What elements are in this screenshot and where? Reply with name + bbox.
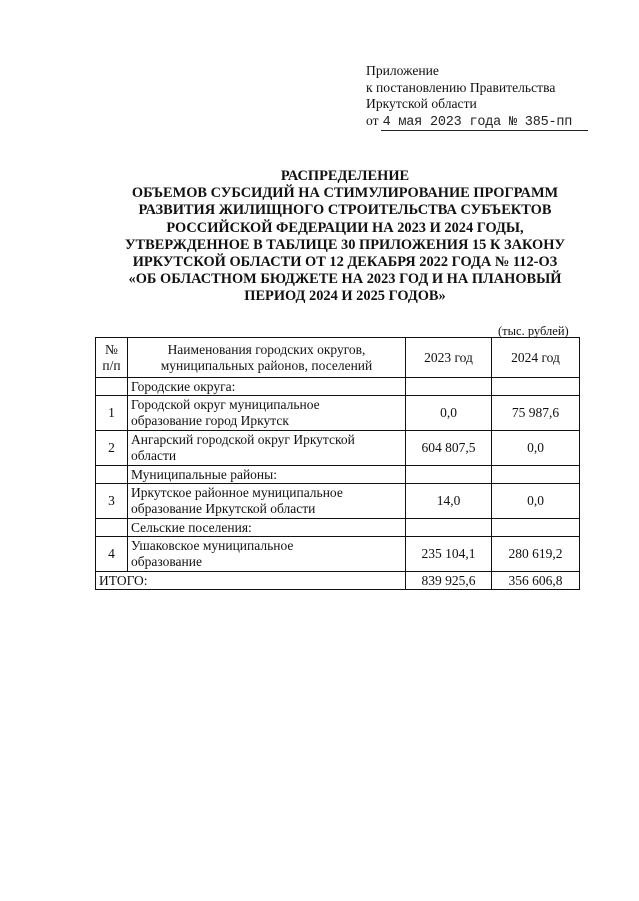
row-value-2023: 604 807,5	[406, 431, 492, 466]
row-value-2024: 280 619,2	[492, 537, 580, 572]
table-row	[96, 537, 580, 572]
units-note: (тыс. рублей)	[498, 324, 569, 338]
row-number: 2	[96, 431, 128, 466]
row-name: Ангарский городской округ Иркутской области	[128, 431, 406, 466]
row-number: 3	[96, 484, 128, 519]
title-line: ИРКУТСКОЙ ОБЛАСТИ ОТ 12 ДЕКАБРЯ 2022 ГОДА № 112-ОЗ	[132, 254, 558, 271]
title-line: «ОБ ОБЛАСТНОМ БЮДЖЕТЕ НА 2023 ГОД И НА ПЛАНОВЫЙ	[128, 271, 562, 288]
appendix-line-1: Приложение	[366, 63, 439, 78]
group-empty-cell	[492, 519, 580, 537]
header-year-2024: 2024 год	[492, 338, 580, 378]
header-name: Наименования городских округов, муниципальных районов, поселений	[128, 338, 406, 378]
document-title	[100, 168, 590, 306]
appendix-from-prefix: от	[366, 112, 379, 128]
group-label: Муниципальные районы:	[128, 466, 406, 484]
header-year-2023: 2023 год	[406, 338, 492, 378]
table-total-row	[96, 572, 580, 590]
group-label: Городские округа:	[128, 378, 406, 396]
row-name: Иркутское районное муниципальное образование Иркутской области	[128, 484, 406, 519]
group-empty-cell	[406, 466, 492, 484]
table-header-row	[96, 338, 580, 378]
title-line: ПЕРИОД 2024 И 2025 ГОДОВ»	[244, 288, 446, 305]
group-empty-cell	[492, 378, 580, 396]
total-label: ИТОГО:	[96, 572, 406, 590]
row-value-2024: 0,0	[492, 484, 580, 519]
table-row	[96, 396, 580, 431]
table-group-row	[96, 378, 580, 396]
group-num-cell	[96, 378, 128, 396]
group-empty-cell	[406, 378, 492, 396]
title-line: РАЗВИТИЯ ЖИЛИЩНОГО СТРОИТЕЛЬСТВА СУБЪЕКТОВ	[138, 202, 552, 219]
row-number: 4	[96, 537, 128, 572]
group-label: Сельские поселения:	[128, 519, 406, 537]
row-number: 1	[96, 396, 128, 431]
row-value-2023: 0,0	[406, 396, 492, 431]
group-empty-cell	[406, 519, 492, 537]
row-name: Городской округ муниципальное образование город Иркутск	[128, 396, 406, 431]
group-num-cell	[96, 519, 128, 537]
total-value-2023: 839 925,6	[406, 572, 492, 590]
table-row	[96, 431, 580, 466]
row-value-2024: 0,0	[492, 431, 580, 466]
title-line: УТВЕРЖДЕННОЕ В ТАБЛИЦЕ 30 ПРИЛОЖЕНИЯ 15 К ЗАКОНУ	[124, 236, 566, 253]
appendix-line-2: к постановлению Правительства	[366, 79, 556, 95]
row-name: Ушаковское муниципальное образование	[128, 537, 406, 572]
row-value-2023: 235 104,1	[406, 537, 492, 572]
table-row	[96, 484, 580, 519]
appendix-date-line	[366, 113, 588, 131]
appendix-date-number: 4 мая 2023 года № 385-пп	[381, 116, 588, 131]
total-value-2024: 356 606,8	[492, 572, 580, 590]
title-line: РАСПРЕДЕЛЕНИЕ	[280, 168, 410, 184]
title-line: ОБЪЕМОВ СУБСИДИЙ НА СТИМУЛИРОВАНИЕ ПРОГРАММ	[131, 185, 559, 202]
subsidy-table	[95, 337, 580, 590]
header-number: № п/п	[96, 338, 128, 378]
row-value-2024: 75 987,6	[492, 396, 580, 431]
table-group-row	[96, 519, 580, 537]
table-group-row	[96, 466, 580, 484]
appendix-line-3: Иркутской области	[366, 96, 477, 111]
row-value-2023: 14,0	[406, 484, 492, 519]
group-num-cell	[96, 466, 128, 484]
appendix-block	[366, 63, 588, 131]
group-empty-cell	[492, 466, 580, 484]
title-line: РОССИЙСКОЙ ФЕДЕРАЦИИ НА 2023 И 2024 ГОДЫ,	[166, 219, 524, 236]
